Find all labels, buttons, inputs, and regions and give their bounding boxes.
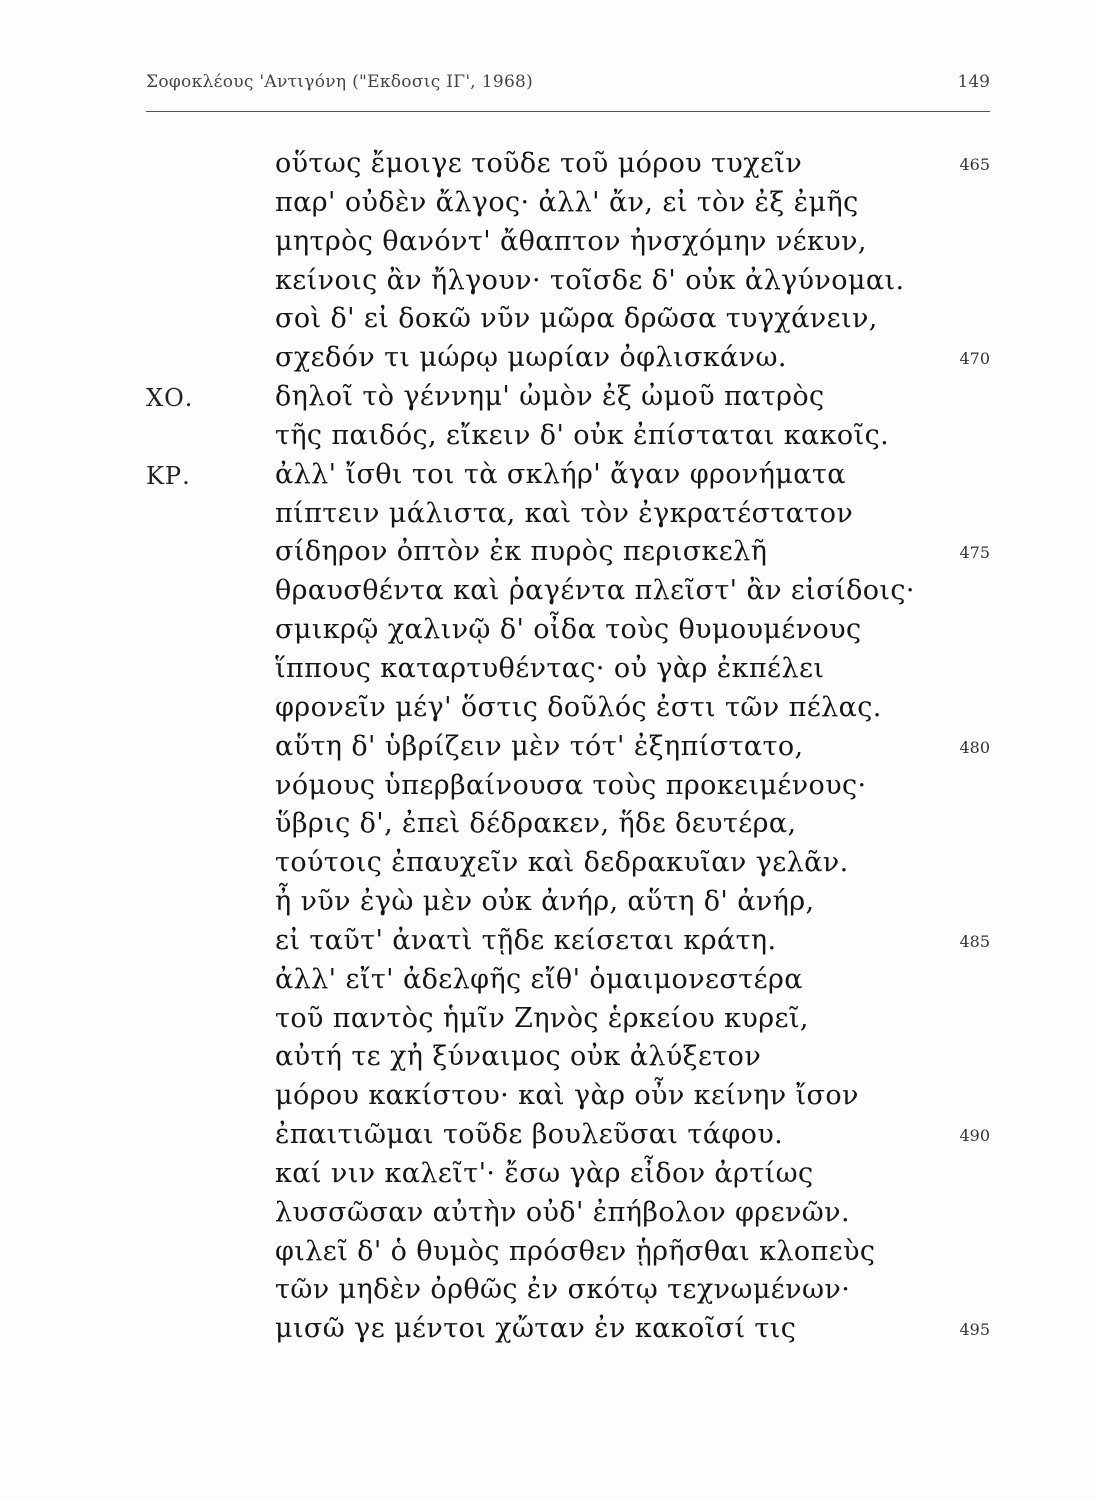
speaker-label: ΚΡ. — [146, 461, 191, 490]
line-number: 475 — [959, 543, 990, 563]
verse-block — [0, 148, 1096, 1352]
verse-line — [0, 381, 1096, 420]
verse-line — [0, 1003, 1096, 1042]
page-number: 149 — [957, 72, 990, 92]
verse-text: τοῦ παντὸς ἡμῖν Ζηνὸς ἑρκείου κυρεῖ, — [275, 1002, 809, 1034]
line-number: 495 — [959, 1320, 990, 1340]
verse-text: ἐπαιτιῶμαι τοῦδε βουλεῦσαι τάφου. — [275, 1119, 784, 1151]
running-head — [146, 72, 990, 100]
verse-line — [0, 575, 1096, 614]
verse-text: σμικρῷ χαλινῷ δ' οἶδα τοὺς θυμουμένους — [275, 614, 862, 646]
verse-text: ὕβρις δ', ἐπεὶ δέδρακεν, ἥδε δευτέρα, — [275, 808, 797, 840]
verse-text: οὕτως ἔμοιγε τοῦδε τοῦ μόρου τυχεῖν — [275, 148, 803, 179]
verse-text: σίδηρον ὀπτὸν ἐκ πυρὸς περισκελῆ — [275, 536, 768, 568]
speaker-label: ΧΟ. — [146, 384, 194, 413]
verse-text: παρ' οὐδὲν ἄλγος· ἀλλ' ἄν, εἰ τὸν ἐξ ἐμῆς — [275, 186, 859, 218]
line-number: 465 — [959, 155, 990, 174]
verse-line — [0, 187, 1096, 226]
verse-text: αὕτη δ' ὑβρίζειν μὲν τότ' ἐξηπίστατο, — [275, 730, 804, 762]
verse-line — [0, 1274, 1096, 1313]
running-head-title: Σοφοκλέους 'Αντιγόνη ("Εκδοσις ΙΓ', 1968) — [146, 72, 534, 92]
line-number: 490 — [959, 1126, 990, 1146]
verse-line — [0, 536, 1096, 575]
verse-text: τῶν μηδὲν ὀρθῶς ἐν σκότῳ τεχνωμένων· — [275, 1274, 851, 1306]
verse-line — [0, 498, 1096, 537]
verse-text: ἵππους καταρτυθέντας· οὐ γὰρ ἐκπέλει — [275, 652, 825, 684]
verse-text: δηλοῖ τὸ γέννημ' ὠμὸν ἐξ ὠμοῦ πατρὸς — [275, 381, 825, 413]
verse-line — [0, 265, 1096, 304]
verse-text: τῆς παιδός, εἴκειν δ' οὐκ ἐπίσταται κακοῖς. — [275, 419, 890, 451]
verse-text: σχεδόν τι μώρῳ μωρίαν ὀφλισκάνω. — [275, 342, 787, 374]
verse-line — [0, 420, 1096, 459]
line-number: 485 — [959, 931, 990, 951]
verse-line — [0, 1197, 1096, 1236]
verse-text: φρονεῖν μέγ' ὅστις δοῦλός ἐστι τῶν πέλας. — [275, 691, 882, 723]
verse-text: ἀλλ' ἴσθι τοι τὰ σκλήρ' ἄγαν φρονήματα — [275, 458, 846, 490]
verse-line — [0, 459, 1096, 498]
verse-line — [0, 148, 1096, 187]
header-rule — [146, 111, 990, 112]
verse-line — [0, 1158, 1096, 1197]
verse-line — [0, 226, 1096, 265]
verse-text: ἀλλ' εἴτ' ἀδελφῆς εἴθ' ὁμαιμονεστέρα — [275, 963, 803, 995]
verse-text: θραυσθέντα καὶ ῥαγέντα πλεῖστ' ἂν εἰσίδοις· — [275, 575, 915, 607]
verse-text: εἰ ταῦτ' ἀνατὶ τῇδε κείσεται κράτη. — [275, 924, 777, 956]
verse-line — [0, 303, 1096, 342]
verse-text: μόρου κακίστου· καὶ γὰρ οὖν κείνην ἴσον — [275, 1080, 859, 1112]
verse-line — [0, 342, 1096, 381]
verse-line — [0, 614, 1096, 653]
verse-text: λυσσῶσαν αὐτὴν οὐδ' ἐπήβολον φρενῶν. — [275, 1196, 850, 1228]
verse-text: ἦ νῦν ἐγὼ μὲν οὐκ ἀνήρ, αὕτη δ' ἀνήρ, — [275, 886, 815, 918]
verse-text: σοὶ δ' εἰ δοκῶ νῦν μῶρα δρῶσα τυγχάνειν, — [275, 303, 878, 335]
verse-line — [0, 653, 1096, 692]
verse-text: τούτοις ἐπαυχεῖν καὶ δεδρακυῖαν γελᾶν. — [275, 847, 849, 879]
verse-text: καί νιν καλεῖτ'· ἔσω γὰρ εἶδον ἀρτίως — [275, 1157, 814, 1189]
verse-line — [0, 1041, 1096, 1080]
verse-text: φιλεῖ δ' ὁ θυμὸς πρόσθεν ᾑρῆσθαι κλοπεὺς — [275, 1235, 876, 1267]
verse-text: μισῶ γε μέντοι χὤταν ἐν κακοῖσί τις — [275, 1313, 797, 1345]
verse-text: πίπτειν μάλιστα, καὶ τὸν ἐγκρατέστατον — [275, 497, 854, 529]
verse-text: μητρὸς θανόντ' ἄθαπτον ἠνσχόμην νέκυν, — [275, 225, 867, 257]
line-number: 480 — [959, 737, 990, 757]
verse-line — [0, 770, 1096, 809]
verse-line — [0, 964, 1096, 1003]
verse-line — [0, 1119, 1096, 1158]
verse-text: αὐτή τε χἠ ξύναιμος οὐκ ἀλύξετον — [275, 1041, 762, 1073]
verse-line — [0, 1236, 1096, 1275]
verse-line — [0, 847, 1096, 886]
verse-text: νόμους ὑπερβαίνουσα τοὺς προκειμένους· — [275, 769, 867, 801]
verse-line — [0, 808, 1096, 847]
verse-line — [0, 692, 1096, 731]
verse-line — [0, 1313, 1096, 1352]
verse-text: κείνοις ἂν ἤλγουν· τοῖσδε δ' οὐκ ἀλγύνομαι. — [275, 264, 905, 296]
verse-line — [0, 1080, 1096, 1119]
verse-line — [0, 886, 1096, 925]
verse-line — [0, 731, 1096, 770]
line-number: 470 — [959, 349, 990, 369]
verse-line — [0, 925, 1096, 964]
